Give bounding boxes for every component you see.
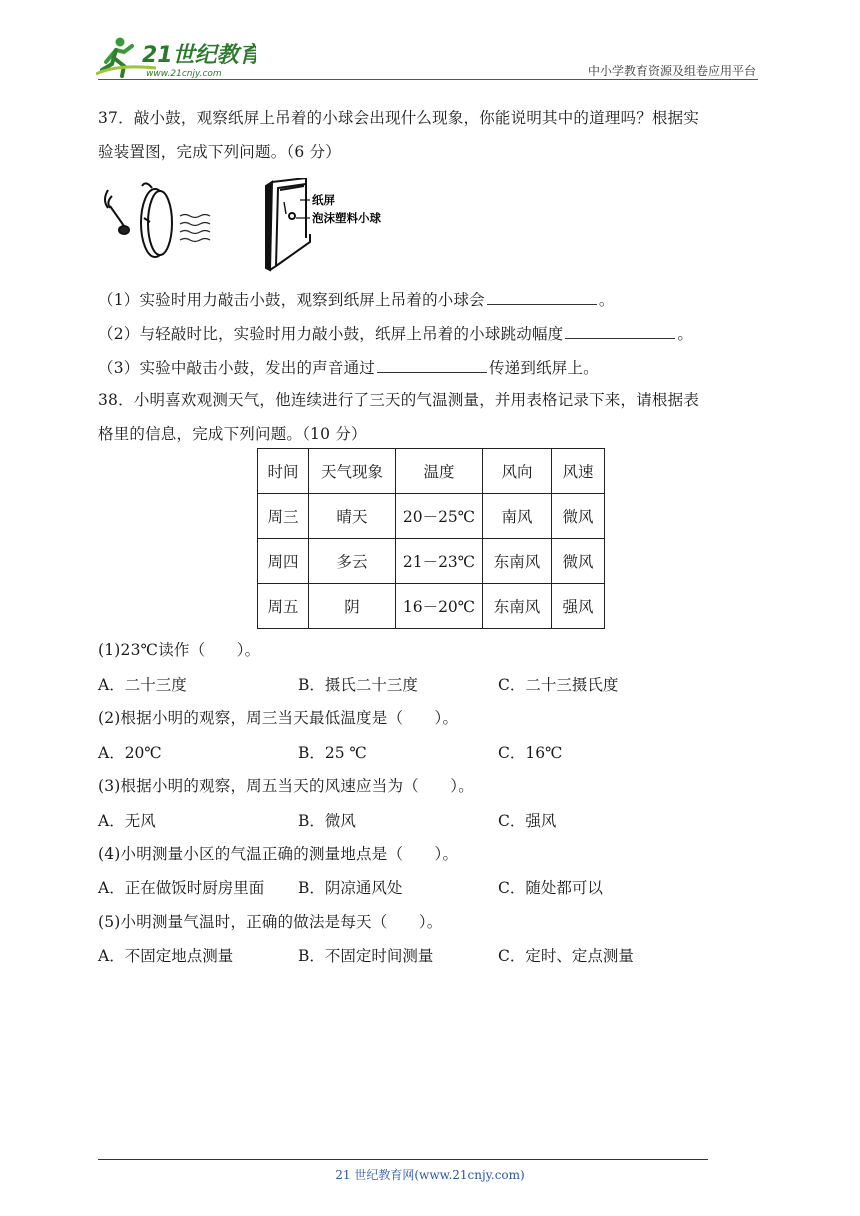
label-paper-screen: 纸屏 <box>312 193 335 207</box>
option-a[interactable]: A．无风 <box>98 812 156 830</box>
q38-line1: 38．小明喜欢观测天气，他连续进行了三天的气温测量，并用表格记录下来，请根据表 <box>98 391 700 409</box>
q37-sub1: （1）实验时用力敲击小鼓，观察到纸屏上吊着的小球会 。 <box>98 291 615 309</box>
label-foam-ball: 泡沫塑料小球 <box>312 211 381 225</box>
table-cell: 微风 <box>552 494 605 539</box>
option-c[interactable]: C．强风 <box>498 812 557 830</box>
option-a[interactable]: A．正在做饭时厨房里面 <box>98 879 265 897</box>
option-b[interactable]: B．微风 <box>298 812 356 830</box>
table-cell: 强风 <box>552 584 605 629</box>
table-header-cell: 时间 <box>258 449 309 494</box>
option-c[interactable]: C．16℃ <box>498 744 563 762</box>
table-cell: 周三 <box>258 494 309 539</box>
table-header-cell: 风向 <box>483 449 552 494</box>
platform-name: 中小学教育资源及组卷应用平台 <box>587 64 756 78</box>
table-cell: 东南风 <box>483 539 552 584</box>
option-c[interactable]: C．定时、定点测量 <box>498 947 634 965</box>
table-row <box>258 494 605 539</box>
table-row <box>258 539 605 584</box>
table-cell: 21－23℃ <box>396 539 483 584</box>
paper-screen-icon <box>266 178 310 270</box>
table-header-row <box>258 449 605 494</box>
table-cell: 阴 <box>309 584 396 629</box>
table-cell: 16－20℃ <box>396 584 483 629</box>
table-cell: 周五 <box>258 584 309 629</box>
q37-sub2: （2）与轻敲时比，实验时用力敲小鼓，纸屏上吊着的小球跳动幅度 。 <box>98 325 694 343</box>
site-logo <box>96 34 256 80</box>
footer-divider <box>98 1159 708 1160</box>
q38-question-stem: (4)小明测量小区的气温正确的测量地点是（ ）。 <box>98 845 459 863</box>
table-header-cell: 风速 <box>552 449 605 494</box>
option-a[interactable]: A．二十三度 <box>98 676 187 694</box>
option-b[interactable]: B．不固定时间测量 <box>298 947 434 965</box>
answer-blank[interactable] <box>487 290 597 305</box>
table-cell: 南风 <box>483 494 552 539</box>
answer-blank[interactable] <box>565 324 675 339</box>
q38-line2: 格里的信息，完成下列问题。（10 分） <box>98 425 367 443</box>
answer-blank[interactable] <box>377 358 487 373</box>
option-b[interactable]: B．25 ℃ <box>298 744 367 762</box>
option-c[interactable]: C．随处都可以 <box>498 879 603 897</box>
option-b[interactable]: B．摄氏二十三度 <box>298 676 418 694</box>
q38-question-stem: (1)23℃读作（ ）。 <box>98 641 261 659</box>
q37-sub3: （3）实验中敲击小鼓，发出的声音通过 传递到纸屏上。 <box>98 359 599 377</box>
logo-text: 21世纪教育 <box>142 43 256 68</box>
q37-line1: 37．敲小鼓，观察纸屏上吊着的小球会出现什么现象，你能说明其中的道理吗？根据实 <box>98 109 700 127</box>
q37-line2: 验装置图，完成下列问题。（6 分） <box>98 143 341 161</box>
logo-url: www.21cnjy.com <box>146 69 222 79</box>
experiment-figure <box>100 178 430 273</box>
sound-wave-icon <box>180 215 210 242</box>
table-cell: 周四 <box>258 539 309 584</box>
table-cell: 微风 <box>552 539 605 584</box>
option-c[interactable]: C．二十三摄氏度 <box>498 676 619 694</box>
footer-link[interactable]: 21 世纪教育网(www.21cnjy.com) <box>335 1168 525 1182</box>
table-header-cell: 温度 <box>396 449 483 494</box>
q38-question-stem: (3)根据小明的观察，周五当天的风速应当为（ ）。 <box>98 777 474 795</box>
q38-question-stem: (2)根据小明的观察，周三当天最低温度是（ ）。 <box>98 709 459 727</box>
table-cell: 20－25℃ <box>396 494 483 539</box>
table-cell: 多云 <box>309 539 396 584</box>
option-b[interactable]: B．阴凉通风处 <box>298 879 403 897</box>
table-row <box>258 584 605 629</box>
header-divider <box>98 79 758 80</box>
table-cell: 晴天 <box>309 494 396 539</box>
weather-table <box>257 448 605 629</box>
table-cell: 东南风 <box>483 584 552 629</box>
option-a[interactable]: A．不固定地点测量 <box>98 947 234 965</box>
q38-question-stem: (5)小明测量气温时，正确的做法是每天（ ）。 <box>98 913 443 931</box>
drum-icon <box>141 183 172 257</box>
drumstick-icon <box>105 190 129 234</box>
option-a[interactable]: A．20℃ <box>98 744 162 762</box>
table-header-cell: 天气现象 <box>309 449 396 494</box>
